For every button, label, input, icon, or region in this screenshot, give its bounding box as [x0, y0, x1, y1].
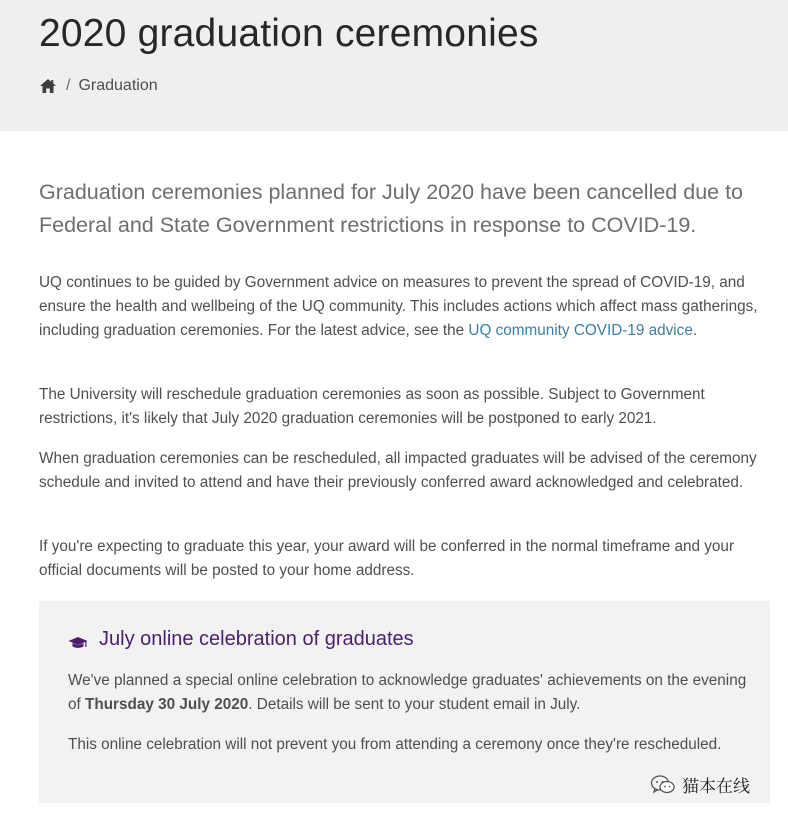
paragraph-guidance: [39, 271, 759, 343]
callout-title-text: July online celebration of graduates: [99, 628, 414, 650]
paragraph-conferral: If you're expecting to graduate this year, your award will be conferred in the normal timeframe and your official documents will be posted to your home address.: [39, 538, 735, 579]
breadcrumb-separator: /: [66, 77, 71, 94]
paragraph-guidance-end: .: [692, 322, 698, 339]
callout-date-text: We've planned a special online celebration to acknowledge graduates' achievements on the evening of: [68, 672, 747, 713]
paragraph-reschedule: The University will reschedule graduation ceremonies as soon as possible. Subject to Government restrictions, it's likely that July 2020 graduation ceremonies will be postponed to early 2021.: [39, 386, 705, 427]
callout-paragraph-date: [68, 669, 758, 717]
paragraph-impacted: When graduation ceremonies can be rescheduled, all impacted graduates will be advised of the ceremony schedule and invited to attend and have their previously conferred award acknowledged and celebrated.: [39, 450, 757, 491]
wechat-icon: [650, 774, 676, 796]
watermark-text: 猫本在线: [682, 777, 750, 796]
lead-paragraph: Graduation ceremonies planned for July 2020 have been cancelled due to Federal and State Government restrictions in response to COVID-19.: [39, 180, 744, 237]
callout-date-end: . Details will be sent to your student email in July.: [248, 696, 581, 713]
paragraph-guidance-text: UQ continues to be guided by Government advice on measures to prevent the spread of COVID-19, and ensure the health and wellbeing of the UQ community. This includes actions which affect mass gatherings, including graduation ceremonies. For the latest advice, see the: [39, 274, 758, 339]
watermark: [650, 772, 750, 797]
home-icon[interactable]: [39, 78, 57, 94]
callout-title: [68, 628, 414, 651]
page-header: [0, 0, 788, 131]
covid-advice-link[interactable]: UQ community COVID-19 advice: [468, 322, 693, 339]
callout-paragraph-note: This online celebration will not prevent you from attending a ceremony once they're rescheduled.: [68, 736, 722, 753]
breadcrumb: [39, 75, 158, 97]
breadcrumb-current: Graduation: [78, 77, 158, 94]
mortarboard-icon: [68, 633, 88, 647]
page-title: 2020 graduation ceremonies: [39, 12, 539, 55]
celebration-date: Thursday 30 July 2020: [85, 696, 249, 713]
